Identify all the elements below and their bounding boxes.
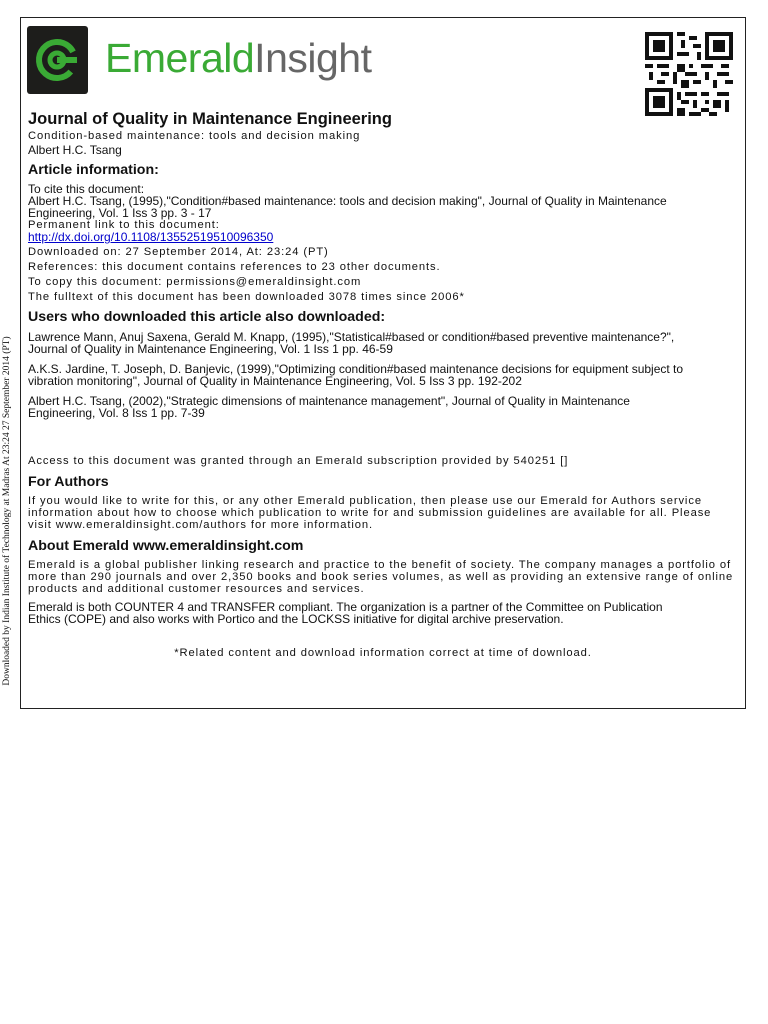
for-authors-text: information about how to choose which publication to write for and submission guidelines are available for all. Please [28, 507, 712, 519]
side-download-note [0, 330, 14, 692]
qr-code-icon [645, 32, 733, 116]
cite-line: Engineering, Vol. 1 Iss 3 pp. 3 - 17 [28, 206, 212, 220]
cover-page-frame [20, 17, 746, 709]
article-info-heading: Article information: [28, 162, 159, 178]
brand-name-part2: Insight [254, 35, 372, 81]
list-item: Journal of Quality in Maintenance Engineering, Vol. 1 Iss 1 pp. 46-59 [28, 342, 393, 356]
also-downloaded-item [28, 331, 738, 355]
about-text: Ethics (COPE) and also works with Portico and the LOCKSS initiative for digital archive preservation. [28, 612, 564, 626]
list-item: Lawrence Mann, Anuj Saxena, Gerald M. Knapp, (1995),"Statistical#based or condition#based preventive maintenance?", [28, 330, 675, 344]
cover-content [28, 110, 738, 659]
for-authors-text: visit www.emeraldinsight.com/authors for more information. [28, 519, 374, 531]
access-note: Access to this document was granted through an Emerald subscription provided by 540251 [] [28, 455, 569, 467]
emerald-e-logo-icon [27, 26, 88, 94]
also-downloaded-heading: Users who downloaded this article also downloaded: [28, 309, 386, 325]
references-count: References: this document contains references to 23 other documents. [28, 261, 441, 273]
footnote: *Related content and download information correct at time of download. [174, 647, 592, 659]
about-text: products and additional customer resources and services. [28, 583, 365, 595]
list-item: Engineering, Vol. 8 Iss 1 pp. 7-39 [28, 406, 205, 420]
permalink-label: Permanent link to this document: [28, 219, 220, 231]
permalink-link[interactable]: http://dx.doi.org/10.1108/13552519510096350 [28, 230, 274, 244]
brand-name-part1: Emerald [105, 35, 255, 81]
article-title: Condition-based maintenance: tools and decision making [28, 130, 361, 142]
about-heading: About Emerald www.emeraldinsight.com [28, 538, 304, 554]
list-item: Albert H.C. Tsang, (2002),"Strategic dimensions of maintenance management", Journal of Quality in Maintenance [28, 394, 630, 408]
downloaded-on: Downloaded on: 27 September 2014, At: 23:24 (PT) [28, 246, 329, 258]
author-name: Albert H.C. Tsang [28, 143, 122, 157]
list-item: vibration monitoring", Journal of Quality in Maintenance Engineering, Vol. 5 Iss 3 pp. 192-202 [28, 374, 522, 388]
about-text: Emerald is a global publisher linking research and practice to the benefit of society. The company manages a portfolio of [28, 559, 731, 571]
brand-wordmark [105, 35, 372, 81]
cite-label: To cite this document: [28, 182, 145, 196]
for-authors-heading: For Authors [28, 474, 109, 490]
journal-title: Journal of Quality in Maintenance Engineering [28, 110, 392, 128]
about-text: more than 290 journals and over 2,350 books and book series volumes, as well as providing an extensive range of online [28, 571, 734, 583]
list-item: A.K.S. Jardine, T. Joseph, D. Banjevic, (1999),"Optimizing condition#based maintenance decisions for equipment subject to [28, 362, 684, 376]
cite-line: Albert H.C. Tsang, (1995),"Condition#based maintenance: tools and decision making", Journal of Quality in Maintenance [28, 194, 667, 208]
also-downloaded-item [28, 363, 738, 387]
for-authors-text: If you would like to write for this, or any other Emerald publication, then please use our Emerald for Authors service [28, 495, 702, 507]
side-download-note-text: Downloaded by Indian Institute of Technology at Madras At 23:24 27 September 2014 (PT) [2, 336, 12, 686]
about-text: Emerald is both COUNTER 4 and TRANSFER compliant. The organization is a partner of the Committee on Publication [28, 600, 663, 614]
fulltext-downloads: The fulltext of this document has been downloaded 3078 times since 2006* [28, 291, 465, 303]
also-downloaded-item [28, 395, 738, 419]
copy-permissions: To copy this document: permissions@emeraldinsight.com [28, 276, 362, 288]
